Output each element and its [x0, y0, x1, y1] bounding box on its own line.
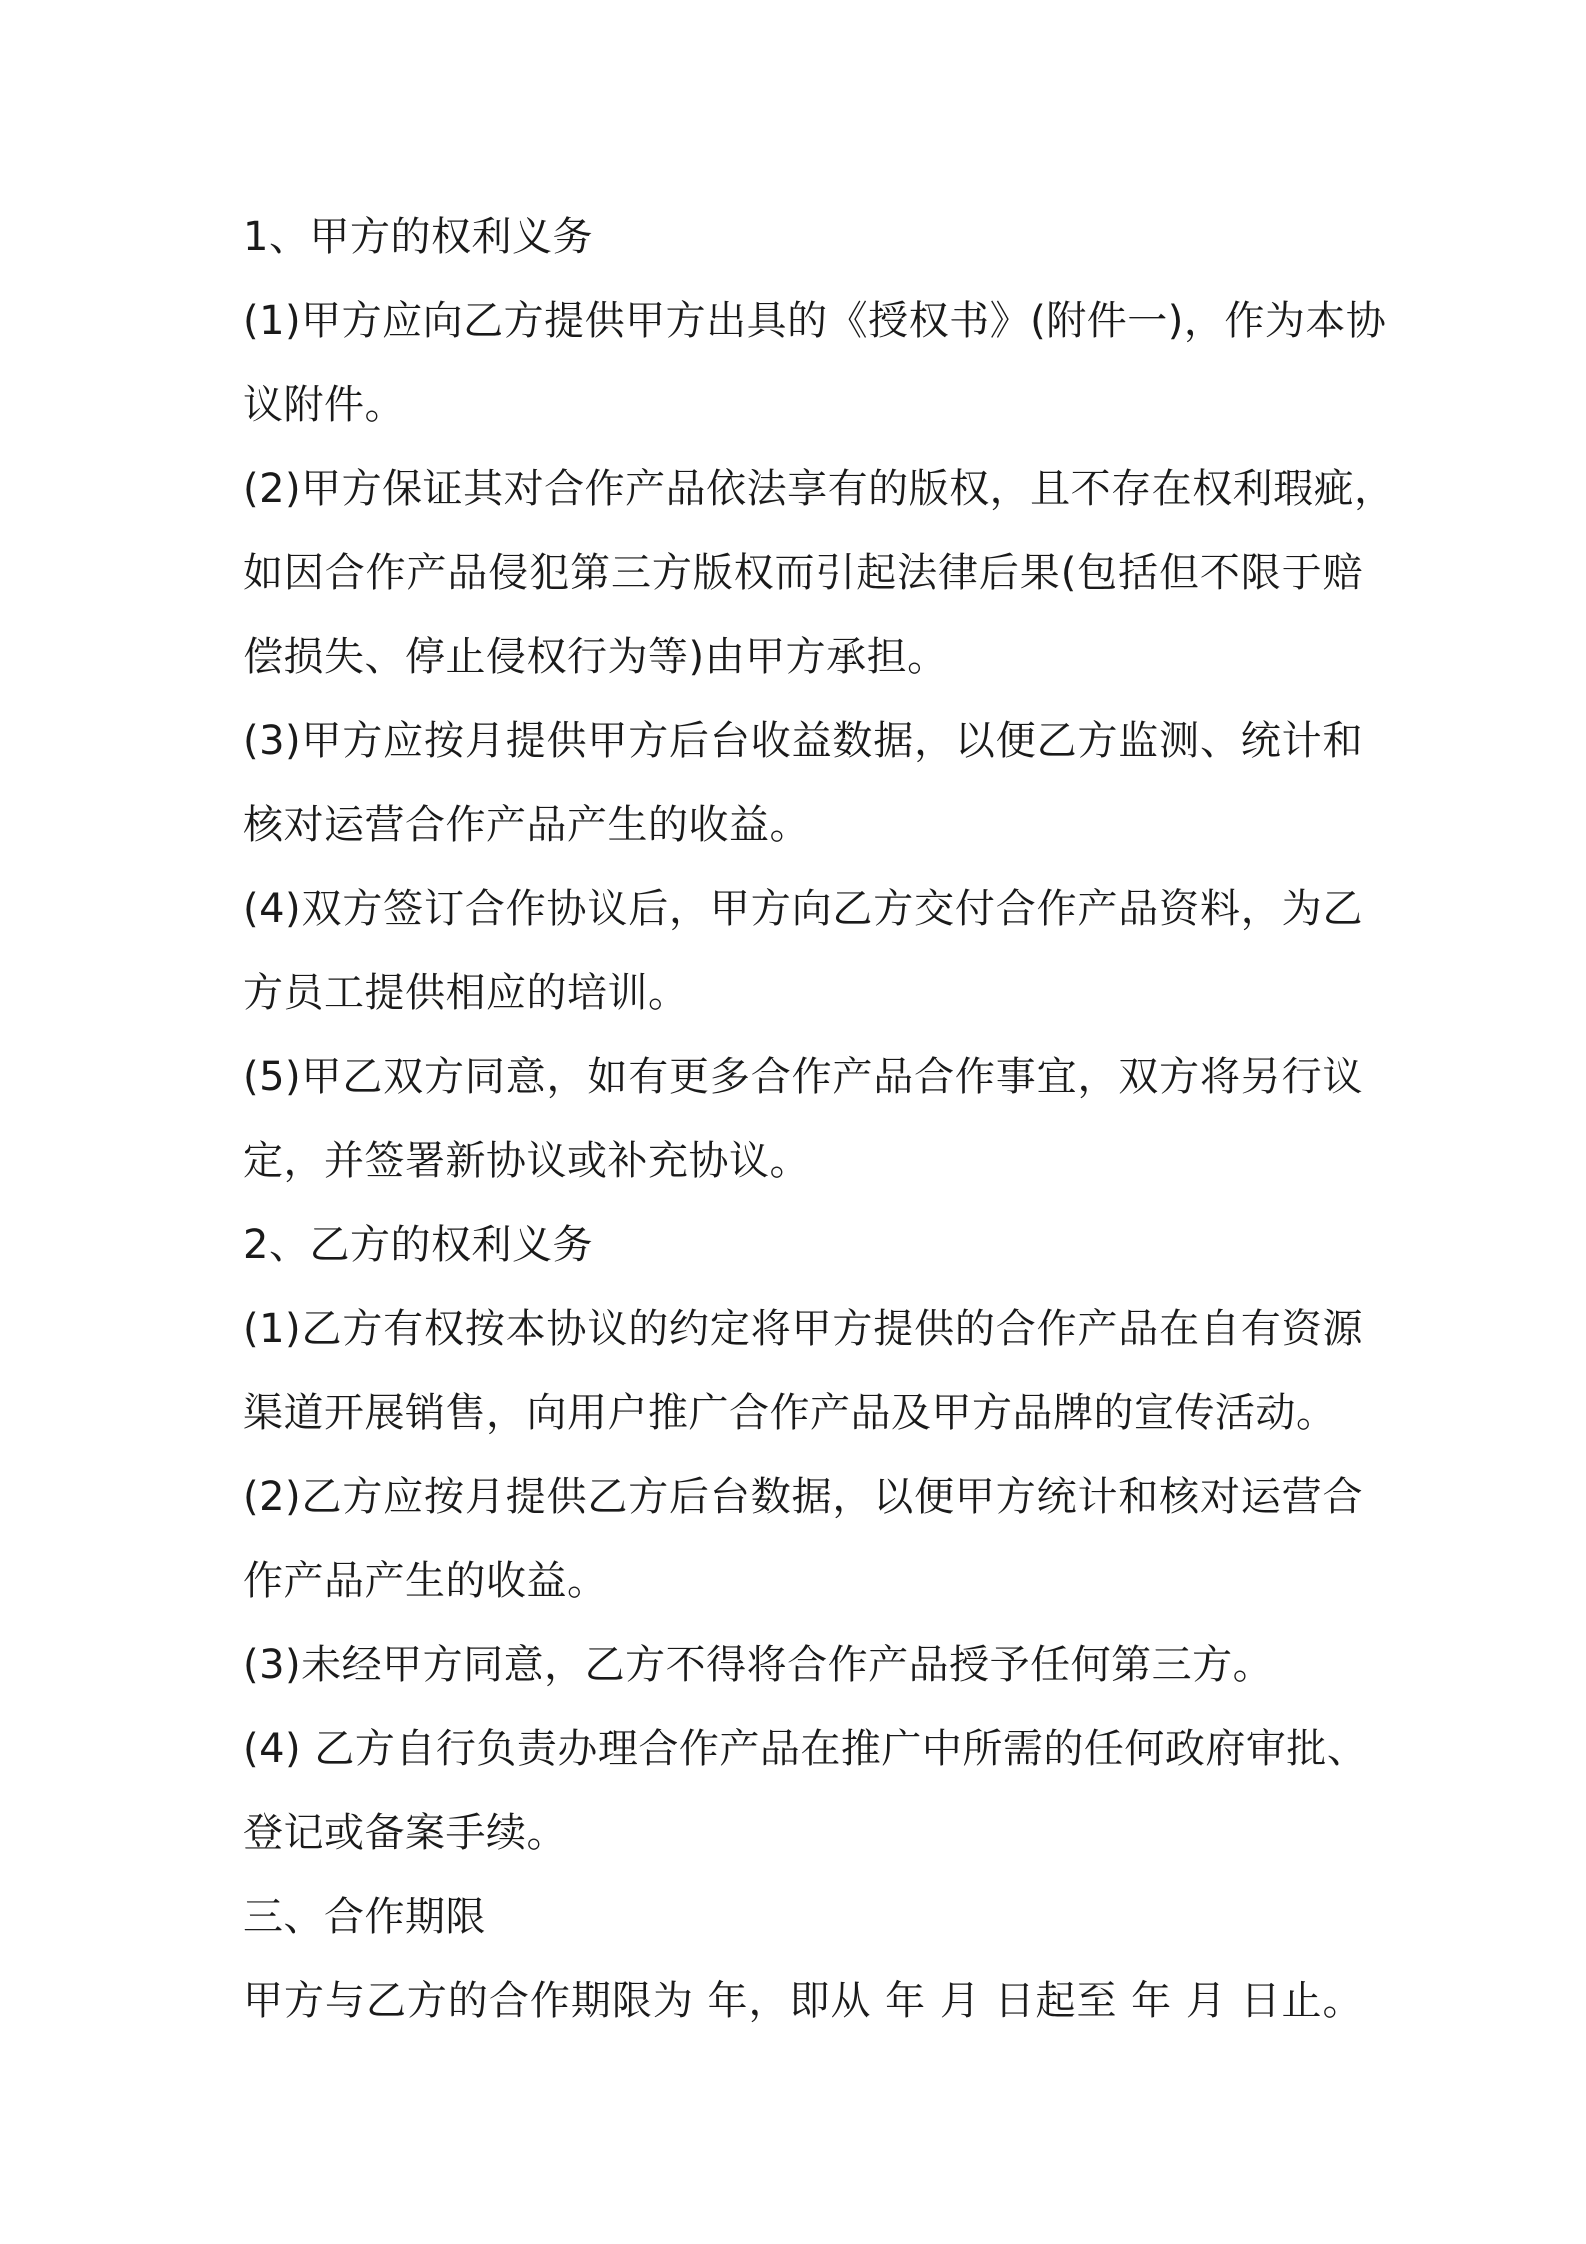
paragraph-line: 议附件。 — [243, 382, 405, 428]
paragraph-line: 甲方与乙方的合作期限为 年，即从 年 月 日起至 年 月 日止。 — [243, 1978, 1363, 2024]
paragraph-line: (2)甲方保证其对合作产品依法享有的版权，且不存在权利瑕疵， — [243, 466, 1395, 512]
paragraph-line: (5)甲乙双方同意，如有更多合作产品合作事宜，双方将另行议 — [243, 1054, 1363, 1100]
section-heading-party-b: 2、乙方的权利义务 — [243, 1222, 593, 1268]
paragraph-line: (2)乙方应按月提供乙方后台数据，以便甲方统计和核对运营合 — [243, 1474, 1363, 1520]
paragraph-line: (3)未经甲方同意，乙方不得将合作产品授予任何第三方。 — [243, 1642, 1274, 1688]
paragraph-line: 渠道开展销售，向用户推广合作产品及甲方品牌的宣传活动。 — [243, 1390, 1337, 1436]
paragraph-line: 方员工提供相应的培训。 — [243, 970, 689, 1016]
section-heading-party-a: 1、甲方的权利义务 — [243, 214, 593, 260]
paragraph-line: (1)甲方应向乙方提供甲方出具的《授权书》(附件一)，作为本协 — [243, 298, 1387, 344]
document-page — [243, 195, 1395, 2043]
paragraph-line: 如因合作产品侵犯第三方版权而引起法律后果(包括但不限于赔 — [243, 550, 1363, 596]
section-heading-term: 三、合作期限 — [243, 1894, 486, 1940]
paragraph-line: 核对运营合作产品产生的收益。 — [243, 802, 810, 848]
paragraph-line: (4)双方签订合作协议后，甲方向乙方交付合作产品资料，为乙 — [243, 886, 1363, 932]
paragraph-line: 偿损失、停止侵权行为等)由甲方承担。 — [243, 634, 948, 680]
paragraph-line: 作产品产生的收益。 — [243, 1558, 608, 1604]
paragraph-line: (1)乙方有权按本协议的约定将甲方提供的合作产品在自有资源 — [243, 1306, 1363, 1352]
paragraph-line: (4) 乙方自行负责办理合作产品在推广中所需的任何政府审批、 — [243, 1726, 1368, 1772]
paragraph-line: (3)甲方应按月提供甲方后台收益数据，以便乙方监测、统计和 — [243, 718, 1363, 764]
paragraph-line: 定，并签署新协议或补充协议。 — [243, 1138, 810, 1184]
paragraph-line: 登记或备案手续。 — [243, 1810, 567, 1856]
